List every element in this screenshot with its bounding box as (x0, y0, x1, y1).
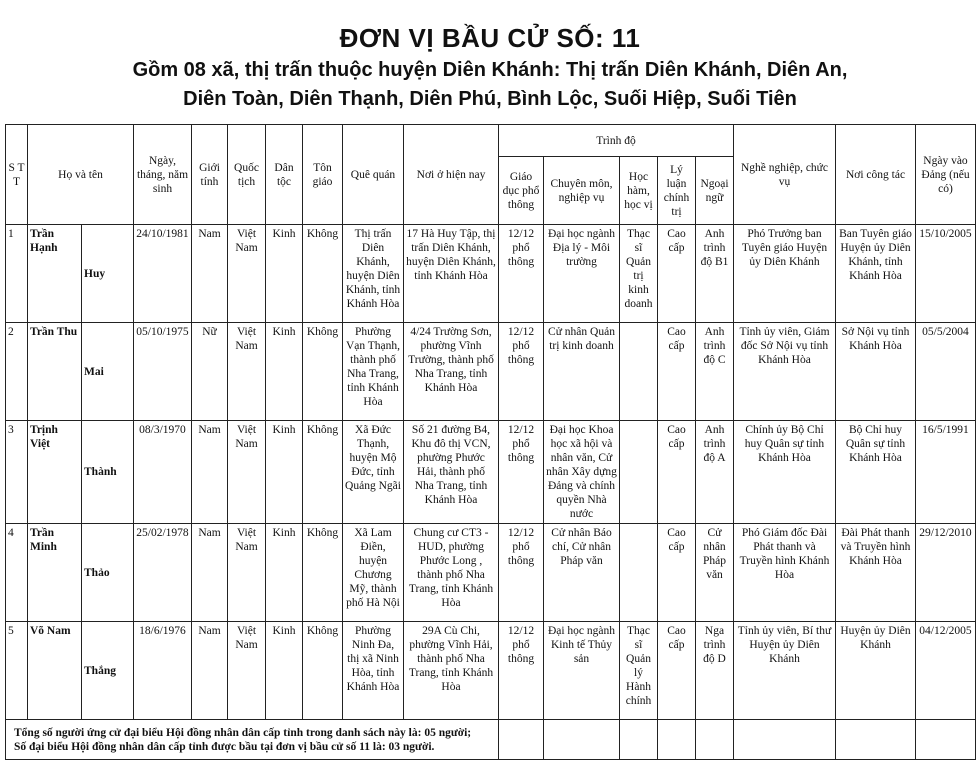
cell-academic: Thạc sĩ Quản trị kinh doanh (620, 225, 658, 323)
cell-workplace: Huyện ủy Diên Khánh (836, 622, 916, 720)
header-dob: Ngày, tháng, năm sinh (134, 125, 192, 225)
cell-professional: Cử nhân Quản trị kinh doanh (544, 323, 620, 421)
header-workplace: Nơi công tác (836, 125, 916, 225)
cell-surname: Võ Nam (28, 622, 82, 720)
cell-gender: Nam (192, 225, 228, 323)
cell-party: 29/12/2010 (916, 524, 976, 622)
cell-stt: 5 (6, 622, 28, 720)
cell-residence: 4/24 Trường Sơn, phường Vĩnh Trường, thành phố Nha Trang, tỉnh Khánh Hòa (404, 323, 499, 421)
table-row (6, 225, 976, 323)
cell-hometown: Xã Lam Điền, huyện Chương Mỹ, thành phố Hà Nội (343, 524, 404, 622)
cell-ethnicity: Kinh (266, 323, 303, 421)
cell-workplace: Bộ Chỉ huy Quân sự tỉnh Khánh Hòa (836, 421, 916, 524)
footer-empty-cell (836, 720, 916, 760)
cell-hometown: Phường Ninh Đa, thị xã Ninh Hòa, tỉnh Khánh Hòa (343, 622, 404, 720)
cell-given: Thành (82, 421, 134, 524)
footer-empty-cell (658, 720, 696, 760)
footer-note (6, 720, 499, 760)
cell-ethnicity: Kinh (266, 225, 303, 323)
header-academic: Học hàm, học vị (620, 157, 658, 225)
cell-dob: 08/3/1970 (134, 421, 192, 524)
cell-religion: Không (303, 421, 343, 524)
footer-empty-cell (620, 720, 658, 760)
footer-empty-cell (499, 720, 544, 760)
cell-academic: Thạc sĩ Quản lý Hành chính (620, 622, 658, 720)
cell-professional: Đại học ngành Địa lý - Môi trường (544, 225, 620, 323)
cell-ethnicity: Kinh (266, 421, 303, 524)
cell-stt: 3 (6, 421, 28, 524)
page-title: ĐƠN VỊ BẦU CỬ SỐ: 11 (339, 23, 641, 53)
cell-given: Thắng (82, 622, 134, 720)
cell-religion: Không (303, 524, 343, 622)
header-ethnicity: Dân tộc (266, 125, 303, 225)
cell-party: 05/5/2004 (916, 323, 976, 421)
cell-academic (620, 323, 658, 421)
cell-residence: Chung cư CT3 - HUD, phường Phước Long , thành phố Nha Trang, tỉnh Khánh Hòa (404, 524, 499, 622)
cell-general: 12/12 phổ thông (499, 323, 544, 421)
cell-residence: 29A Cù Chi, phường Vĩnh Hải, thành phố Nha Trang, tỉnh Khánh Hòa (404, 622, 499, 720)
cell-surname: Trần Thu (28, 323, 82, 421)
page-header (0, 22, 980, 112)
header-occupation: Nghề nghiệp, chức vụ (734, 125, 836, 225)
cell-political: Cao cấp (658, 421, 696, 524)
table-row (6, 524, 976, 622)
cell-professional: Cử nhân Báo chí, Cử nhân Pháp văn (544, 524, 620, 622)
footer-empty-cell (696, 720, 734, 760)
cell-workplace: Ban Tuyên giáo Huyện ủy Diên Khánh, tỉnh Khánh Hòa (836, 225, 916, 323)
header-professional: Chuyên môn, nghiệp vụ (544, 157, 620, 225)
footer-empty-cell (544, 720, 620, 760)
header-political: Lý luận chính trị (658, 157, 696, 225)
cell-religion: Không (303, 622, 343, 720)
table-row (6, 323, 976, 421)
cell-political: Cao cấp (658, 225, 696, 323)
cell-party: 15/10/2005 (916, 225, 976, 323)
cell-nationality: Việt Nam (228, 421, 266, 524)
subtitle-line-1: Gồm 08 xã, thị trấn thuộc huyện Diên Khánh: Thị trấn Diên Khánh, Diên An, (132, 59, 848, 81)
cell-surname: Trần Minh (28, 524, 82, 622)
cell-professional: Đại học Khoa học xã hội và nhân văn, Cử nhân Xây dựng Đảng và chính quyền Nhà nước (544, 421, 620, 524)
header-hometown: Quê quán (343, 125, 404, 225)
cell-workplace: Sở Nội vụ tỉnh Khánh Hòa (836, 323, 916, 421)
header-language: Ngoại ngữ (696, 157, 734, 225)
candidate-table (5, 124, 976, 760)
footer-row (6, 720, 976, 760)
header-religion: Tôn giáo (303, 125, 343, 225)
cell-hometown: Phường Vạn Thạnh, thành phố Nha Trang, tỉnh Khánh Hòa (343, 323, 404, 421)
footer-empty-cell (734, 720, 836, 760)
header-nationality: Quốc tịch (228, 125, 266, 225)
cell-religion: Không (303, 225, 343, 323)
footer-empty-cell (916, 720, 976, 760)
cell-occupation: Tỉnh ủy viên, Giám đốc Sở Nội vụ tỉnh Khánh Hòa (734, 323, 836, 421)
header-party: Ngày vào Đảng (nếu có) (916, 125, 976, 225)
cell-general: 12/12 phổ thông (499, 622, 544, 720)
cell-general: 12/12 phổ thông (499, 421, 544, 524)
cell-occupation: Phó Trưởng ban Tuyên giáo Huyện ủy Diên Khánh (734, 225, 836, 323)
cell-gender: Nam (192, 622, 228, 720)
header-stt: S T T (6, 125, 28, 225)
cell-given: Huy (82, 225, 134, 323)
cell-general: 12/12 phổ thông (499, 524, 544, 622)
cell-given: Thảo (82, 524, 134, 622)
header-education: Trình độ (499, 125, 734, 157)
cell-dob: 05/10/1975 (134, 323, 192, 421)
cell-language: Nga trình độ D (696, 622, 734, 720)
cell-language: Anh trình độ C (696, 323, 734, 421)
cell-stt: 4 (6, 524, 28, 622)
cell-language: Anh trình độ B1 (696, 225, 734, 323)
cell-professional: Đại học ngành Kinh tế Thủy sản (544, 622, 620, 720)
cell-hometown: Xã Đức Thạnh, huyện Mộ Đức, tỉnh Quảng Ngãi (343, 421, 404, 524)
cell-ethnicity: Kinh (266, 524, 303, 622)
cell-stt: 1 (6, 225, 28, 323)
cell-nationality: Việt Nam (228, 524, 266, 622)
cell-political: Cao cấp (658, 622, 696, 720)
cell-given: Mai (82, 323, 134, 421)
cell-surname: Trịnh Việt (28, 421, 82, 524)
table-row (6, 622, 976, 720)
cell-political: Cao cấp (658, 524, 696, 622)
cell-occupation: Chính ủy Bộ Chỉ huy Quân sự tỉnh Khánh Hòa (734, 421, 836, 524)
cell-ethnicity: Kinh (266, 622, 303, 720)
cell-nationality: Việt Nam (228, 225, 266, 323)
cell-nationality: Việt Nam (228, 622, 266, 720)
cell-stt: 2 (6, 323, 28, 421)
cell-dob: 24/10/1981 (134, 225, 192, 323)
cell-nationality: Việt Nam (228, 323, 266, 421)
cell-party: 16/5/1991 (916, 421, 976, 524)
cell-gender: Nam (192, 421, 228, 524)
cell-gender: Nam (192, 524, 228, 622)
cell-gender: Nữ (192, 323, 228, 421)
header-general: Giáo dục phổ thông (499, 157, 544, 225)
cell-party: 04/12/2005 (916, 622, 976, 720)
cell-language: Anh trình độ A (696, 421, 734, 524)
cell-general: 12/12 phổ thông (499, 225, 544, 323)
cell-academic (620, 524, 658, 622)
header-residence: Nơi ở hiện nay (404, 125, 499, 225)
header-gender: Giới tính (192, 125, 228, 225)
cell-occupation: Phó Giám đốc Đài Phát thanh và Truyền hình Khánh Hòa (734, 524, 836, 622)
cell-workplace: Đài Phát thanh và Truyền hình Khánh Hòa (836, 524, 916, 622)
header-name: Họ và tên (28, 125, 134, 225)
subtitle-line-2: Diên Toàn, Diên Thạnh, Diên Phú, Bình Lộc, Suối Hiệp, Suối Tiên (183, 88, 797, 110)
cell-residence: Số 21 đường B4, Khu đô thị VCN, phường Phước Hải, thành phố Nha Trang, tỉnh Khánh Hòa (404, 421, 499, 524)
footer-line-1: Tổng số người ứng cử đại biểu Hội đồng nhân dân cấp tỉnh trong danh sách này là: 05 người; (14, 726, 472, 739)
cell-surname: Trần Hạnh (28, 225, 82, 323)
cell-occupation: Tỉnh ủy viên, Bí thư Huyện ủy Diên Khánh (734, 622, 836, 720)
cell-academic (620, 421, 658, 524)
cell-religion: Không (303, 323, 343, 421)
table-row (6, 421, 976, 524)
cell-dob: 18/6/1976 (134, 622, 192, 720)
cell-hometown: Thị trấn Diên Khánh, huyện Diên Khánh, tỉnh Khánh Hòa (343, 225, 404, 323)
cell-dob: 25/02/1978 (134, 524, 192, 622)
footer-line-2: Số đại biểu Hội đồng nhân dân cấp tỉnh được bầu tại đơn vị bầu cử số 11 là: 03 người. (14, 740, 435, 753)
cell-language: Cử nhân Pháp văn (696, 524, 734, 622)
cell-political: Cao cấp (658, 323, 696, 421)
cell-residence: 17 Hà Huy Tập, thị trấn Diên Khánh, huyện Diên Khánh, tỉnh Khánh Hòa (404, 225, 499, 323)
